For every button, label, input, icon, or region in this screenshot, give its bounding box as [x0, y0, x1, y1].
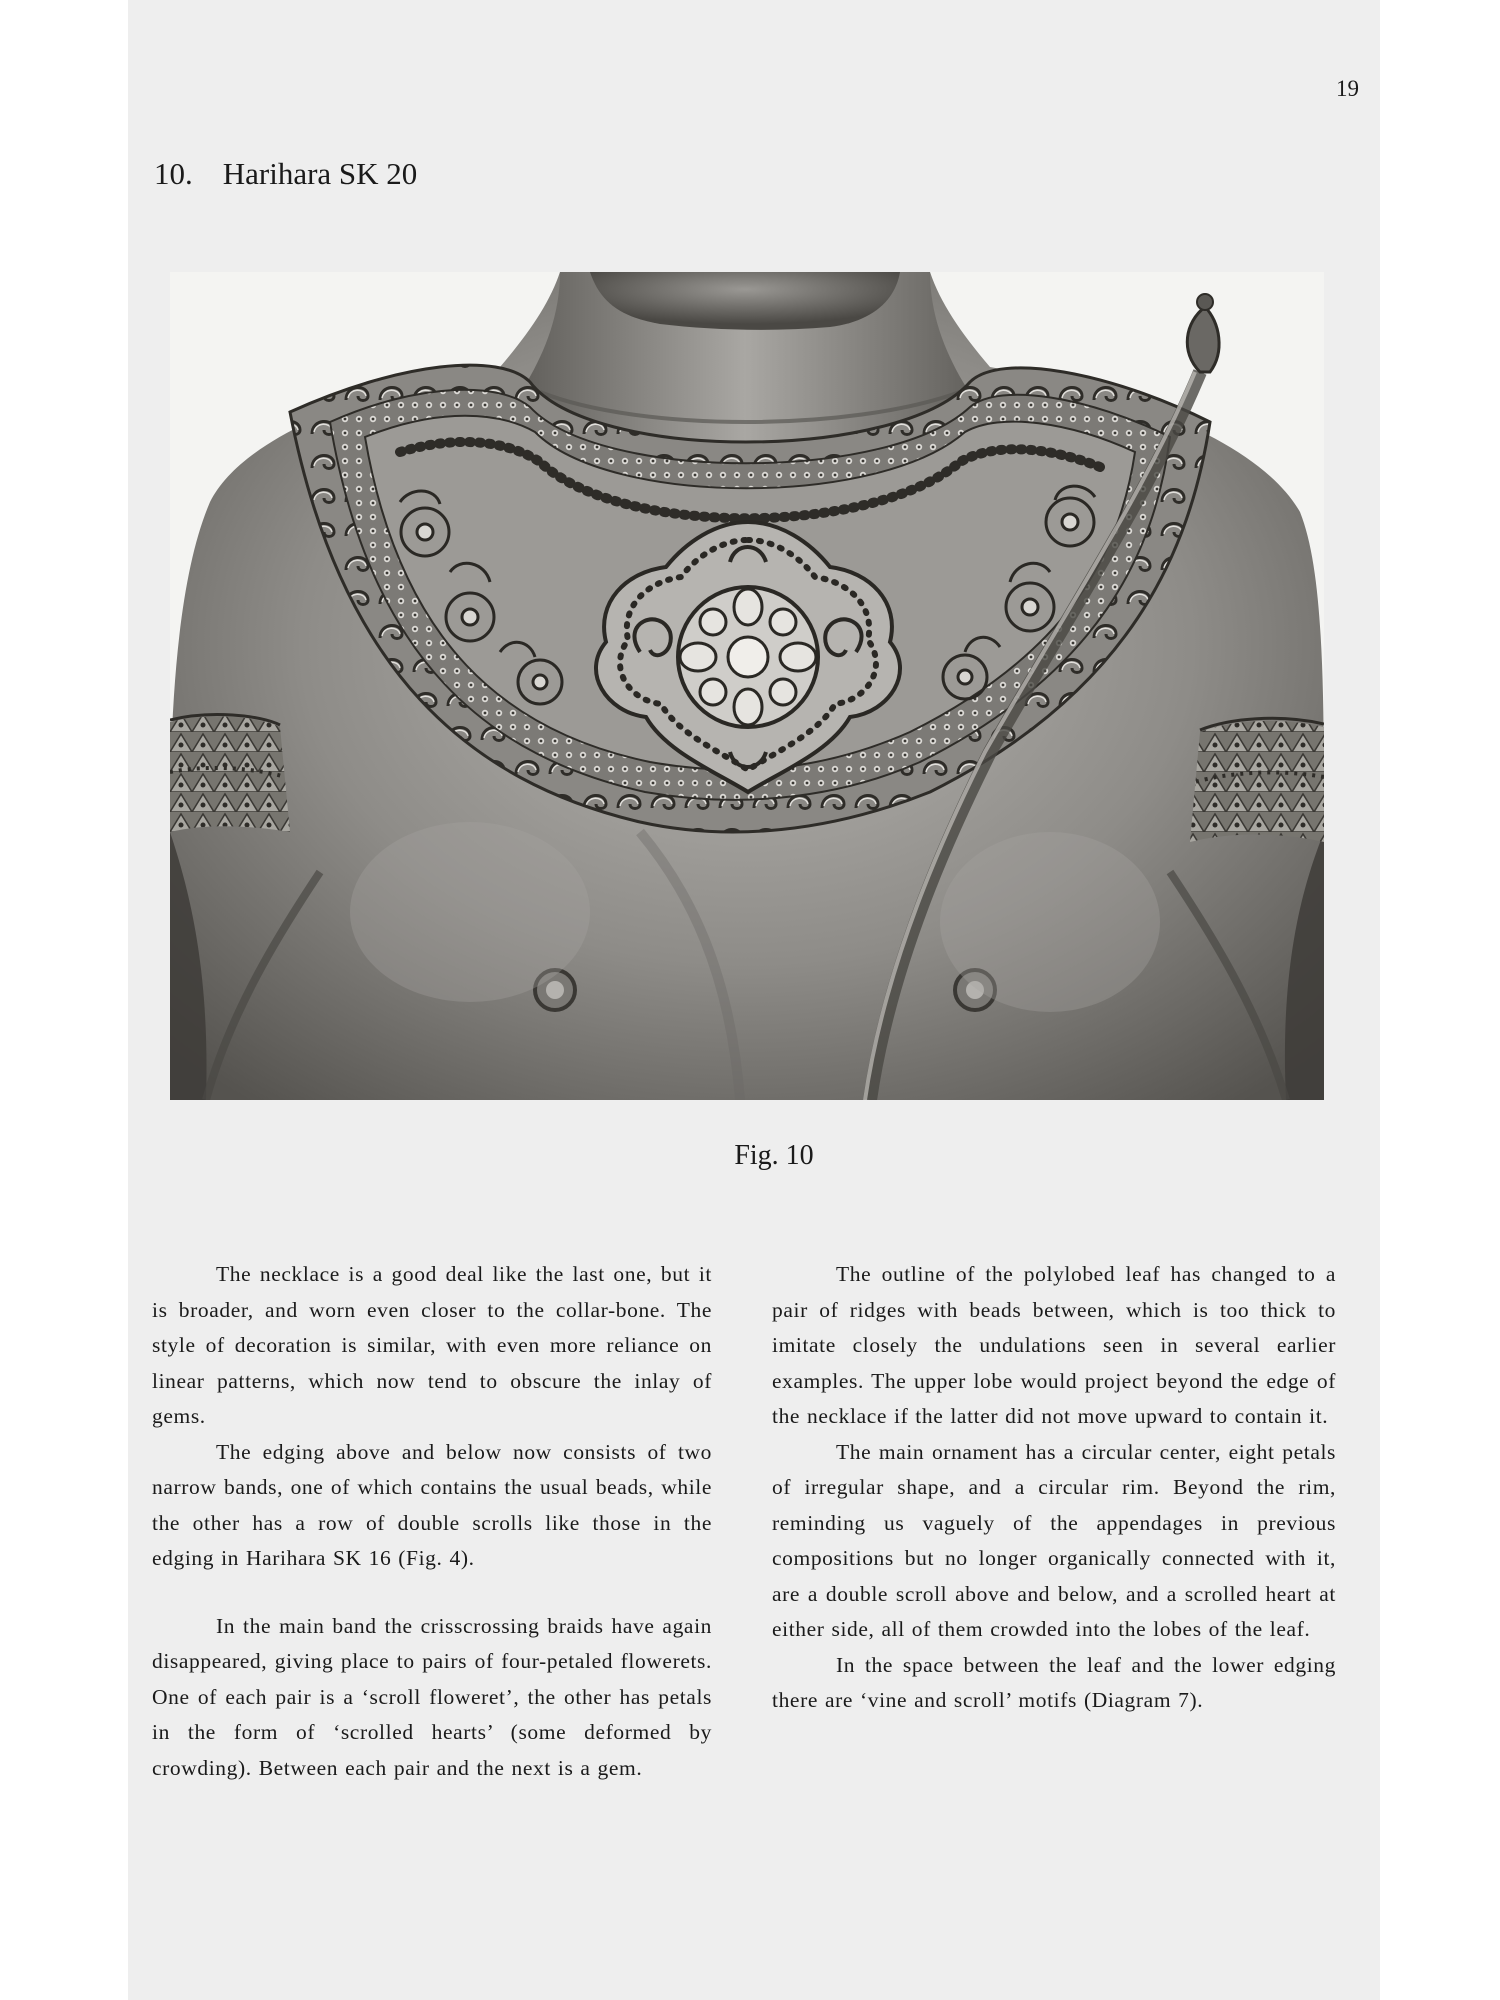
bronze-torso-photo: [170, 272, 1324, 1100]
page-number: 19: [1336, 76, 1359, 101]
paragraph: In the space between the leaf and the lower edging there are ‘vine and scroll’ motifs (Diagram 7).: [772, 1652, 1336, 1712]
paragraph: The edging above and below now consists of two narrow bands, one of which contains the usual beads, while the other has a row of double scrolls like those in the edging in Harihara SK 16 (Fig. 4).: [152, 1439, 712, 1570]
paragraph: In the main band the crisscrossing braids have again disappeared, giving place to pairs of four-petaled flowerets. One of each pair is a ‘scroll floweret’, the other has petals in the form of ‘scrolled hearts’ (some deformed by crowding). Between each pair and the next is a gem.: [152, 1613, 712, 1780]
figure-photo: [170, 272, 1324, 1100]
right-column: [772, 1257, 1336, 1719]
section-heading: [154, 156, 417, 192]
figure-caption: Fig. 10: [734, 1140, 814, 1171]
book-page: [128, 0, 1380, 2000]
left-column: [152, 1257, 712, 1786]
paragraph: The main ornament has a circular center, eight petals of irregular shape, and a circular rim. Beyond the rim, reminding us vaguely of the appendages in previous compositions but no longer organically connected with it, are a double scroll above and below, and a scrolled heart at either side, all of them crowded into the lobes of the leaf.: [772, 1439, 1336, 1641]
paragraph: The outline of the polylobed leaf has changed to a pair of ridges with beads between, which is too thick to imitate closely the undulations seen in several earlier examples. The upper lobe would project beyond the edge of the necklace if the latter did not move upward to contain it.: [772, 1262, 1336, 1428]
section-number: 10.: [154, 156, 193, 191]
paragraph: The necklace is a good deal like the last one, but it is broader, and worn even closer to the collar-bone. The style of decoration is similar, with even more reliance on linear patterns, which now tend to obscure the inlay of gems.: [152, 1262, 712, 1428]
section-title: Harihara SK 20: [222, 156, 418, 191]
